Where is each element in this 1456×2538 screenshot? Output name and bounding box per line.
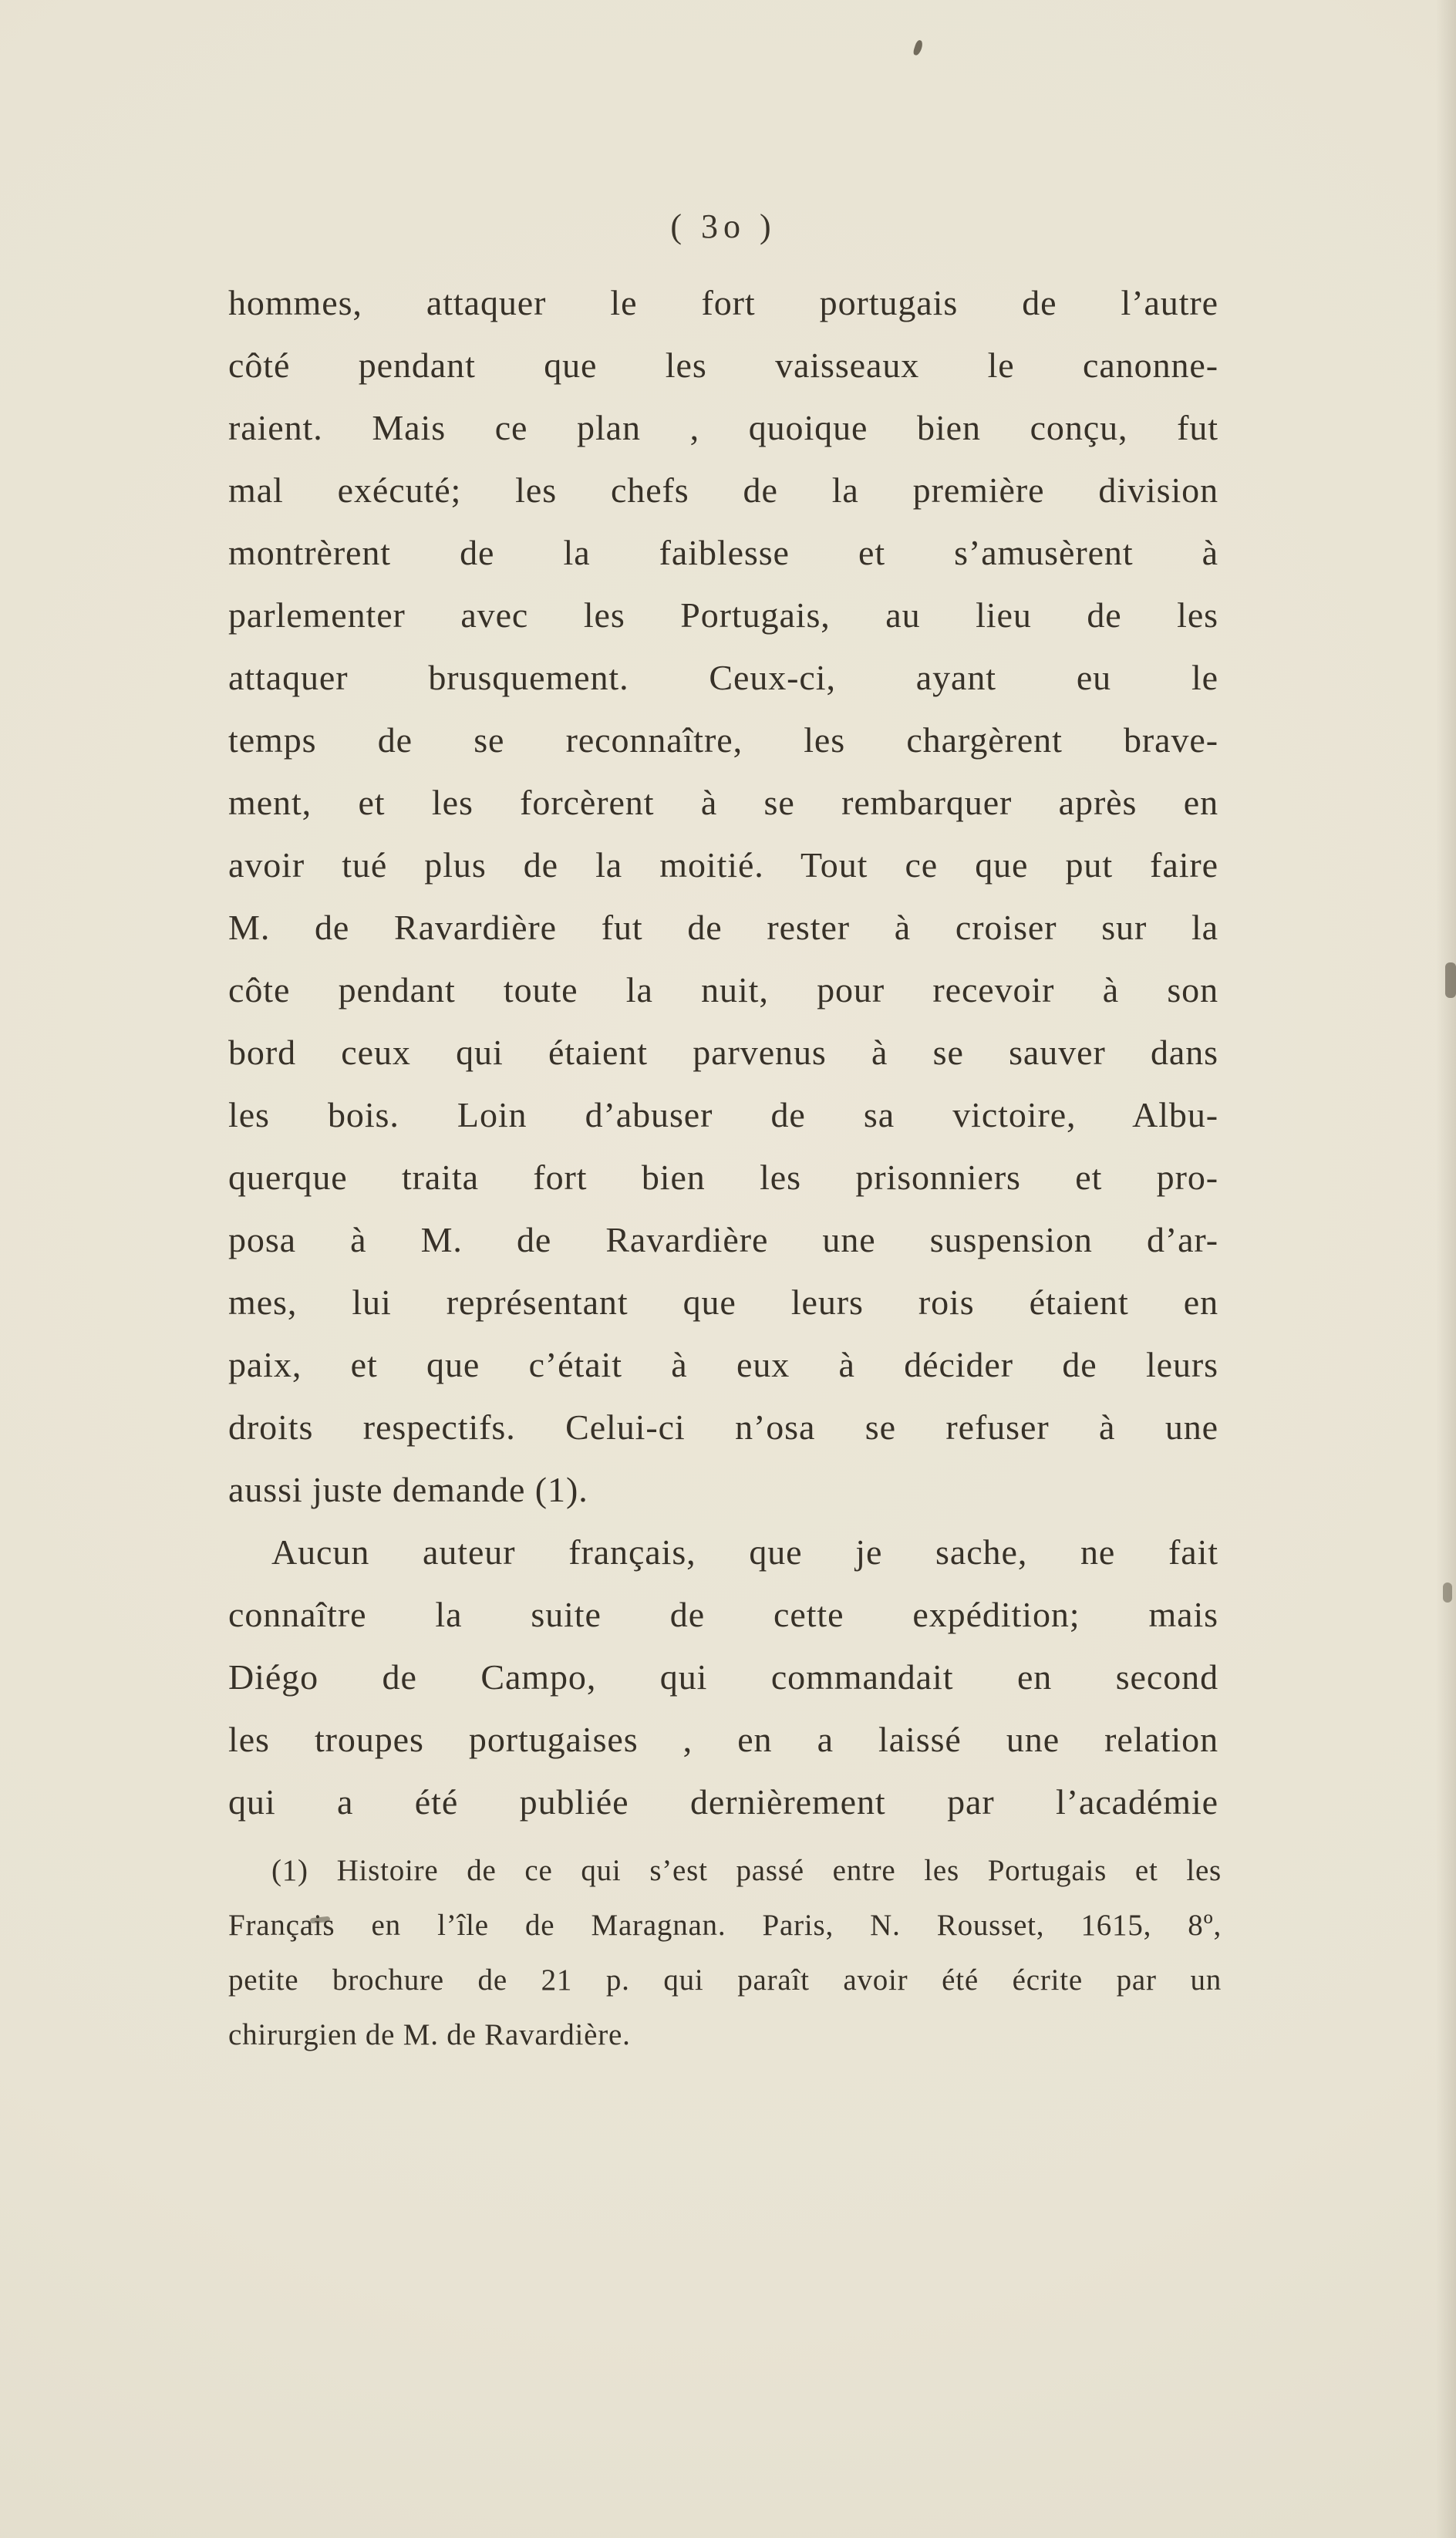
text-line: attaquer brusquement. Ceux-ci, ayant eu le: [228, 658, 1218, 697]
text-line: hommes, attaquer le fort portugais de l’autre: [228, 283, 1218, 322]
text-line: raient. Mais ce plan , quoique bien conçu, fut: [228, 408, 1218, 447]
text-line: les bois. Loin d’abuser de sa victoire, Albu-: [228, 1095, 1218, 1134]
text-line: mal exécuté; les chefs de la première division: [228, 470, 1218, 510]
ink-speck: [912, 39, 924, 56]
paragraph: [228, 1521, 1218, 1833]
text-line: droits respectifs. Celui-ci n’osa se refuser à une: [228, 1407, 1218, 1447]
footnote-line: Français en l’île de Maragnan. Paris, N. Rousset, 1615, 8º,: [228, 1909, 1222, 1942]
text-line: Diégo de Campo, qui commandait en second: [228, 1657, 1218, 1697]
text-line: les troupes portugaises , en a laissé une relation: [228, 1720, 1218, 1759]
body-text: [228, 271, 1218, 1833]
footnote: [228, 1843, 1222, 2062]
text-line: avoir tué plus de la moitié. Tout ce que put faire: [228, 845, 1218, 885]
page-edge-shadow: [1436, 0, 1456, 2538]
text-line: côté pendant que les vaisseaux le canonne-: [228, 345, 1218, 385]
ink-speck: [1445, 962, 1456, 998]
text-line: parlementer avec les Portugais, au lieu de les: [228, 595, 1218, 635]
text-line: qui a été publiée dernièrement par l’académie: [228, 1782, 1218, 1822]
text-line: M. de Ravardière fut de rester à croiser sur la: [228, 908, 1218, 947]
ink-speck: [1443, 1582, 1452, 1603]
page-number: ( 3o ): [670, 207, 777, 245]
text-line: posa à M. de Ravardière une suspension d’ar-: [228, 1220, 1218, 1259]
text-line: mes, lui représentant que leurs rois étaient en: [228, 1282, 1218, 1322]
text-line: côte pendant toute la nuit, pour recevoir à son: [228, 970, 1218, 1009]
paragraph: [228, 271, 1218, 1521]
text-line: bord ceux qui étaient parvenus à se sauver dans: [228, 1033, 1218, 1072]
text-line: connaître la suite de cette expédition; mais: [228, 1595, 1218, 1634]
text-line: paix, et que c’était à eux à décider de leurs: [228, 1345, 1218, 1384]
text-line: ment, et les forcèrent à se rembarquer après en: [228, 783, 1218, 822]
text-line: Aucun auteur français, que je sache, ne fait: [271, 1532, 1218, 1572]
text-line: querque traita fort bien les prisonniers et pro-: [228, 1158, 1218, 1197]
text-line: temps de se reconnaître, les chargèrent brave-: [228, 720, 1218, 760]
footnote-line: chirurgien de M. de Ravardière.: [228, 2018, 631, 2051]
text-line: aussi juste demande (1).: [228, 1470, 588, 1509]
text-line: montrèrent de la faiblesse et s’amusèrent à: [228, 533, 1218, 572]
footnote-line: petite brochure de 21 p. qui paraît avoir été écrite par un: [228, 1963, 1222, 1997]
footnote-line: (1) Histoire de ce qui s’est passé entre les Portugais et les: [271, 1854, 1222, 1887]
